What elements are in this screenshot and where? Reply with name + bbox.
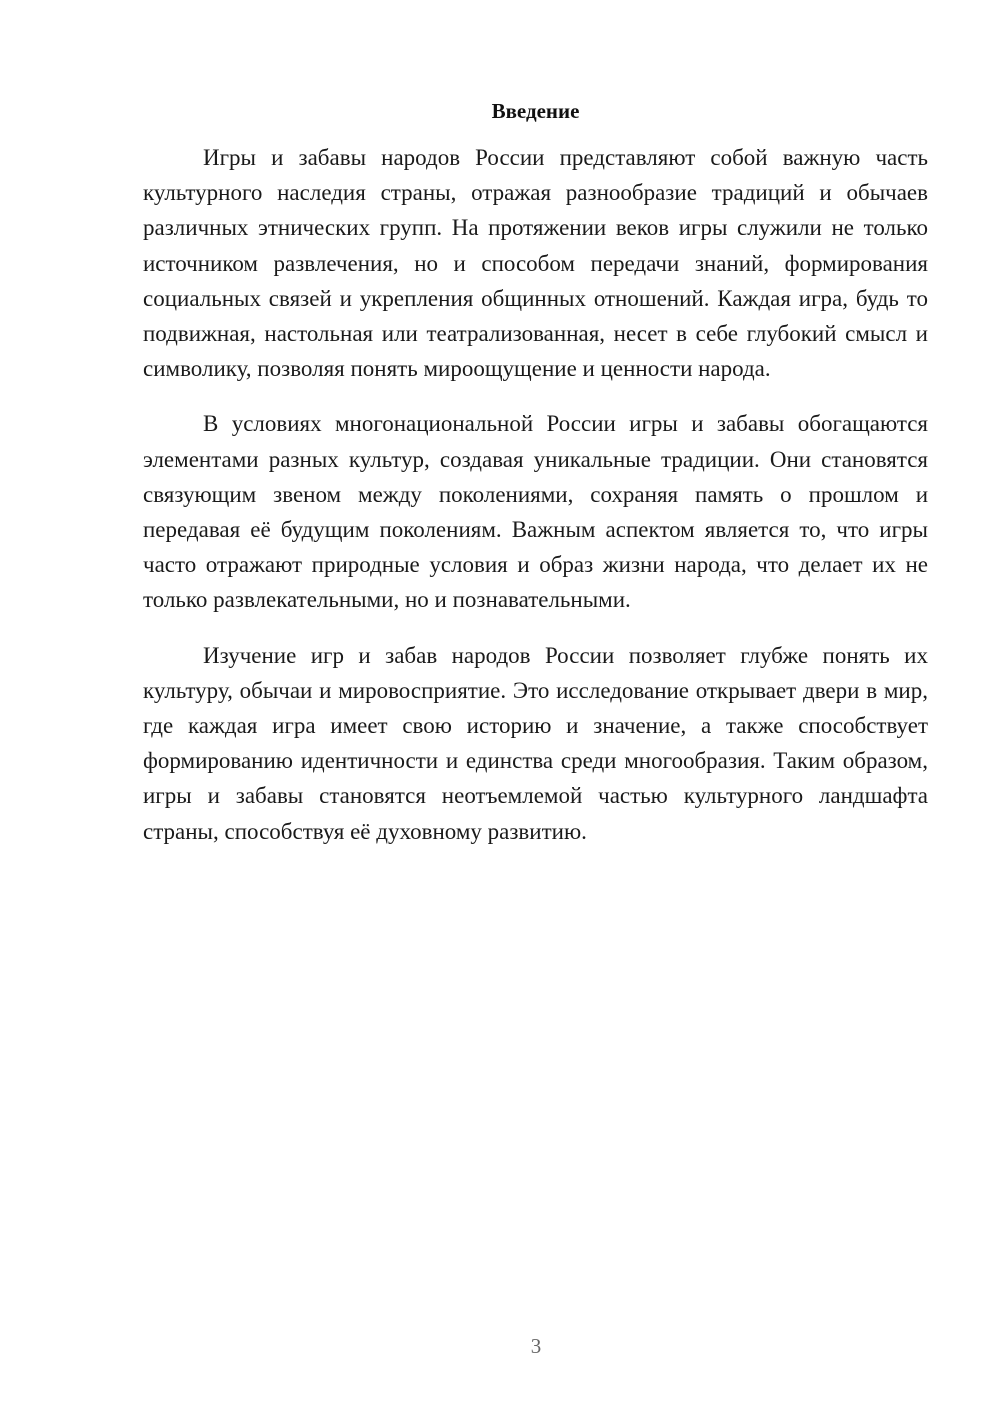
page-content	[143, 96, 928, 869]
paragraph-2: В условиях многонациональной России игры и забавы обогащаются элементами разных культур, создавая уникальные традиции. Они становятся связующим звеном между поколениями, сохраняя память о прошлом и передавая её будущим поколениям. Важным аспектом является то, что игры часто отражают природные условия и образ жизни народа, что делает их не только развлекательными, но и познавательными.	[143, 411, 928, 613]
page-number: 3	[530, 1334, 542, 1358]
section-heading: Введение	[491, 99, 580, 123]
paragraph-3: Изучение игр и забав народов России позволяет глубже понять их культуру, обычаи и мировосприятие. Это исследование открывает двери в мир, где каждая игра имеет свою историю и значение, а также способствует формированию идентичности и единства среди многообразия. Таким образом, игры и забавы становятся неотъемлемой частью культурного ландшафта страны, способствуя её духовному развитию.	[143, 642, 928, 844]
paragraph-1: Игры и забавы народов России представляют собой важную часть культурного наследия страны, отражая разнообразие традиций и обычаев различных этнических групп. На протяжении веков игры служили не только источником развлечения, но и способом передачи знаний, формирования социальных связей и укрепления общинных отношений. Каждая игра, будь то подвижная, настольная или театрализованная, несет в себе глубокий смысл и символику, позволяя понять мироощущение и ценности народа.	[143, 145, 928, 382]
